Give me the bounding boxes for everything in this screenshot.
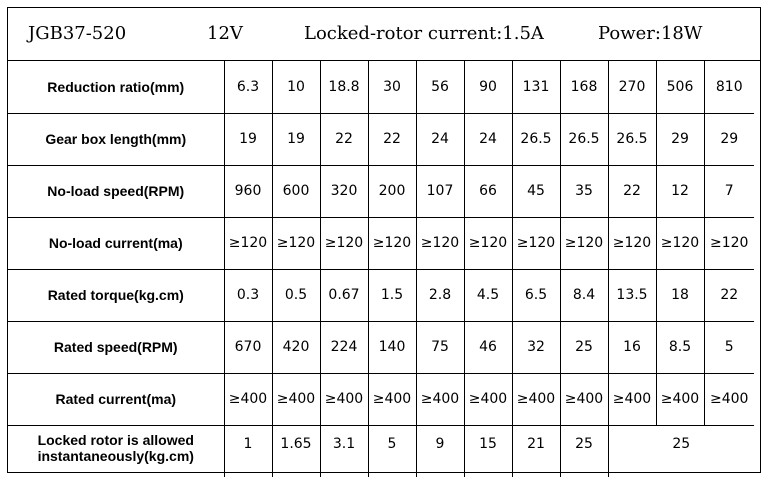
table-cell: ≥400 (272, 373, 320, 425)
table-cell: 600 (272, 165, 320, 217)
table-cell: ≥400 (416, 373, 464, 425)
table-cell: ≥400 (608, 373, 656, 425)
power-label: Power:18W (598, 23, 703, 44)
title-row (8, 8, 760, 61)
table-cell: 4.5 (464, 269, 512, 321)
table-cell: 35 (560, 165, 608, 217)
table-cell: 22 (368, 113, 416, 165)
spec-table (8, 61, 754, 477)
table-cell: 9 (416, 425, 464, 477)
table-cell: ≥400 (656, 373, 704, 425)
model-name: JGB37-520 (28, 23, 127, 44)
row-rated-current (8, 373, 754, 425)
table-cell-merged: 25 (608, 425, 754, 477)
table-cell: 26.5 (608, 113, 656, 165)
table-cell: 140 (368, 321, 416, 373)
table-cell: 18.8 (320, 61, 368, 113)
table-cell: 26.5 (512, 113, 560, 165)
table-cell: ≥120 (608, 217, 656, 269)
table-cell: 270 (608, 61, 656, 113)
table-cell: 8.4 (560, 269, 608, 321)
table-cell: 7 (704, 165, 754, 217)
table-cell: 960 (224, 165, 272, 217)
table-cell: 19 (224, 113, 272, 165)
table-cell: ≥400 (464, 373, 512, 425)
row-label: Reduction ratio(mm) (8, 61, 224, 113)
table-cell: 46 (464, 321, 512, 373)
table-cell: 22 (608, 165, 656, 217)
row-locked-rotor-allowed (8, 425, 754, 477)
table-cell: 29 (704, 113, 754, 165)
table-cell: 29 (656, 113, 704, 165)
table-cell: ≥120 (320, 217, 368, 269)
table-cell: ≥400 (560, 373, 608, 425)
table-cell: 420 (272, 321, 320, 373)
table-cell: ≥400 (704, 373, 754, 425)
table-cell: 1.65 (272, 425, 320, 477)
locked-rotor-current: Locked-rotor current:1.5A (304, 23, 544, 44)
table-cell: 107 (416, 165, 464, 217)
table-cell: ≥400 (512, 373, 560, 425)
table-cell: ≥120 (272, 217, 320, 269)
table-cell: ≥400 (368, 373, 416, 425)
table-cell: 13.5 (608, 269, 656, 321)
table-cell: 26.5 (560, 113, 608, 165)
table-cell: 24 (416, 113, 464, 165)
row-label: Rated torque(kg.cm) (8, 269, 224, 321)
table-cell: ≥120 (560, 217, 608, 269)
table-cell: 1.5 (368, 269, 416, 321)
table-cell: 2.8 (416, 269, 464, 321)
row-label: Locked rotor is allowed instantaneously(kg.cm) (8, 425, 224, 477)
table-cell: 670 (224, 321, 272, 373)
table-cell: 10 (272, 61, 320, 113)
table-cell: 200 (368, 165, 416, 217)
table-cell: 1 (224, 425, 272, 477)
table-cell: 224 (320, 321, 368, 373)
table-cell: 0.67 (320, 269, 368, 321)
table-cell: 22 (704, 269, 754, 321)
row-label: Gear box length(mm) (8, 113, 224, 165)
table-cell: 0.5 (272, 269, 320, 321)
table-cell: 32 (512, 321, 560, 373)
table-cell: 66 (464, 165, 512, 217)
table-cell: 18 (656, 269, 704, 321)
table-cell: 56 (416, 61, 464, 113)
table-cell: 75 (416, 321, 464, 373)
table-cell: ≥120 (704, 217, 754, 269)
row-no-load-speed (8, 165, 754, 217)
table-cell: ≥120 (368, 217, 416, 269)
table-cell: 5 (704, 321, 754, 373)
row-rated-torque (8, 269, 754, 321)
table-cell: ≥400 (320, 373, 368, 425)
table-cell: 22 (320, 113, 368, 165)
table-cell: 320 (320, 165, 368, 217)
table-cell: 168 (560, 61, 608, 113)
table-cell: ≥120 (464, 217, 512, 269)
table-cell: 6.5 (512, 269, 560, 321)
table-cell: ≥400 (224, 373, 272, 425)
row-rated-speed (8, 321, 754, 373)
table-cell: 90 (464, 61, 512, 113)
table-cell: 506 (656, 61, 704, 113)
table-cell: 15 (464, 425, 512, 477)
voltage-label: 12V (207, 23, 243, 44)
row-no-load-current (8, 217, 754, 269)
row-label: No-load current(ma) (8, 217, 224, 269)
table-cell: 19 (272, 113, 320, 165)
table-cell: 810 (704, 61, 754, 113)
table-cell: 21 (512, 425, 560, 477)
table-cell: 6.3 (224, 61, 272, 113)
table-cell: ≥120 (416, 217, 464, 269)
row-gear-box-length (8, 113, 754, 165)
row-label: Rated current(ma) (8, 373, 224, 425)
row-reduction-ratio (8, 61, 754, 113)
table-cell: 12 (656, 165, 704, 217)
table-cell: 30 (368, 61, 416, 113)
table-cell: 3.1 (320, 425, 368, 477)
table-cell: ≥120 (224, 217, 272, 269)
table-cell: 25 (560, 425, 608, 477)
table-cell: 0.3 (224, 269, 272, 321)
table-cell: 8.5 (656, 321, 704, 373)
table-cell: 131 (512, 61, 560, 113)
table-cell: 16 (608, 321, 656, 373)
row-label: No-load speed(RPM) (8, 165, 224, 217)
row-label: Rated speed(RPM) (8, 321, 224, 373)
table-cell: 25 (560, 321, 608, 373)
spec-sheet (7, 7, 761, 473)
table-cell: ≥120 (512, 217, 560, 269)
table-cell: ≥120 (656, 217, 704, 269)
table-cell: 5 (368, 425, 416, 477)
table-cell: 45 (512, 165, 560, 217)
table-cell: 24 (464, 113, 512, 165)
